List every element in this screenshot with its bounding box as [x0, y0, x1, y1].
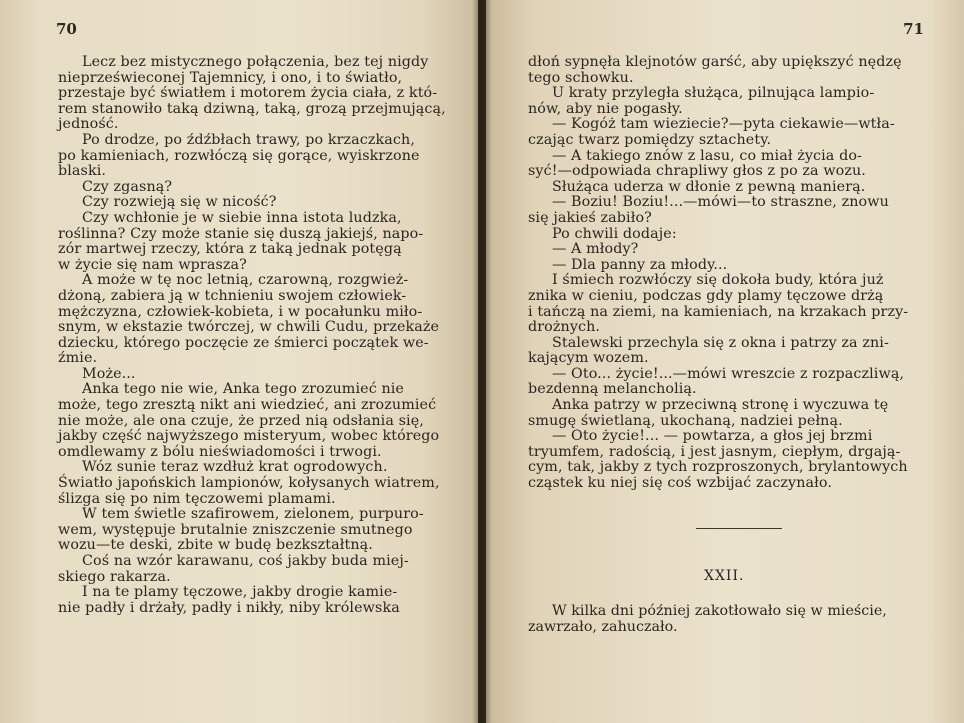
line-text: może, tego zresztą nikt ani wiedzieć, ani zrozumieć — [58, 397, 437, 414]
text-line — [58, 351, 430, 367]
text-line — [528, 149, 904, 165]
text-line — [58, 523, 430, 539]
line-text: w życie się nam wprasza? — [58, 256, 247, 273]
line-text: Po drodze, po źdźbłach trawy, po krzaczkach, — [82, 131, 415, 148]
text-line — [58, 305, 430, 321]
line-text: dłoń sypnęła klejnotów garść, aby upiększyć nędzę — [528, 54, 902, 70]
text-line — [528, 445, 904, 461]
line-text: W kilka dni później zakotłowało się w mieście, — [552, 603, 887, 619]
line-text: nie padły i drżały, padły i nikły, niby królewska — [58, 599, 400, 616]
line-text: — Oto życie!... — powtarza, a głos jej brzmi — [552, 428, 873, 445]
line-text: ślizga się po nim tęczowemi plamami. — [58, 490, 336, 507]
text-line — [58, 585, 430, 601]
line-text: nie może, ale ona czuje, że przed nią odsłania się, — [58, 412, 424, 429]
line-text: A może w tę noc letnią, czarowną, rozgwież- — [82, 272, 409, 289]
text-line — [528, 351, 904, 367]
line-text: Anka tego nie wie, Anka tego zrozumieć nie — [82, 381, 404, 398]
line-text: jedność. — [58, 116, 119, 133]
text-line — [528, 55, 904, 71]
line-text: I na te plamy tęczowe, jakby drogie kamie- — [82, 584, 398, 601]
line-text: Wóz sunie teraz wzdłuż krat ogrodowych. — [82, 459, 388, 476]
line-text: nów, aby nie pogasły. — [528, 100, 683, 117]
text-line — [528, 336, 904, 352]
text-line — [528, 382, 904, 398]
line-text: kającym wozem. — [528, 350, 649, 367]
line-text: Anka patrzy w przeciwną stronę i wyczuwa tę — [552, 397, 889, 414]
book-gutter — [472, 0, 492, 723]
line-text: Służąca uderza w dłonie z pewną manierą. — [552, 178, 866, 195]
text-line — [58, 100, 446, 118]
text-line — [58, 336, 430, 352]
text-line — [58, 507, 430, 523]
text-line — [58, 242, 430, 258]
line-text: jakby część najwyższego misteryum, wobec którego — [58, 428, 440, 445]
right-page — [486, 0, 964, 723]
line-text: tego schowku. — [528, 69, 634, 86]
text-line — [58, 475, 440, 492]
text-line — [528, 102, 904, 118]
text-line — [528, 258, 904, 274]
text-line — [528, 133, 904, 149]
text-line — [528, 289, 904, 305]
line-text: snym, w ekstazie twórczej, w chwili Cudu, przekaże — [58, 319, 440, 336]
text-line — [58, 428, 440, 445]
line-text: czając twarz pomiędzy sztachety. — [528, 131, 772, 148]
line-text: dziecku, którego poczęcie ze śmierci początek we- — [58, 334, 429, 351]
line-text: bezdenną melancholią. — [528, 381, 697, 398]
left-page-text — [58, 54, 446, 616]
text-line — [58, 55, 430, 71]
line-text: W tem świetle szafirowem, zielonem, purpuro- — [82, 506, 424, 523]
section-divider — [696, 528, 782, 529]
text-line — [528, 117, 904, 133]
line-text: tryumfem, radością, i jest jasnym, ciepłym, drgają- — [528, 443, 901, 460]
line-text: cząstek ku niej się coś wzbijać zaczynało. — [528, 475, 833, 492]
text-line — [58, 133, 430, 149]
text-line — [58, 382, 430, 398]
line-text: Światło japońskich lampionów, kołysanych wiatrem, — [58, 475, 440, 492]
text-line — [528, 459, 908, 476]
text-line — [58, 117, 430, 133]
line-text: omdlewamy z bólu nieświadomości i trwogi. — [58, 443, 382, 460]
text-line — [528, 620, 928, 636]
line-text: syć!—odpowiada chrapliwy głos z po za wozu. — [528, 163, 866, 180]
line-text: — Kogóż tam wieziecie?—pyta ciekawie—wtła- — [552, 116, 895, 133]
line-text: Stalewski przechyla się z okna i patrzy za zni- — [552, 334, 889, 351]
line-text: znika w cieniu, podczas gdy plamy tęczowe drżą — [528, 287, 884, 304]
text-line — [58, 273, 430, 289]
chapter-heading: XXII. — [704, 568, 745, 584]
line-text: smugę świetlaną, ukochaną, nadziei pełną. — [528, 412, 843, 429]
line-text: Po chwili dodaje: — [552, 225, 677, 242]
line-text: — Boziu! Boziu!...—mówi—to straszne, znowu — [552, 194, 889, 211]
text-line — [58, 164, 430, 180]
text-line — [528, 604, 928, 620]
line-text: — Oto... życie!...—mówi wreszcie z rozpaczliwą, — [552, 365, 905, 382]
text-line — [528, 414, 904, 430]
text-line — [528, 71, 904, 87]
text-line — [58, 149, 430, 165]
line-text: się jakieś zabiło? — [528, 209, 652, 226]
text-line — [58, 71, 430, 87]
text-line — [58, 570, 430, 586]
text-line — [58, 211, 430, 227]
line-text: — A młody? — [552, 241, 639, 258]
line-text: U kraty przyległa służąca, pilnująca lampio- — [552, 85, 875, 102]
text-line — [528, 86, 904, 102]
line-text: Może... — [82, 365, 136, 382]
line-text: cym, tak, jakby z tych rozproszonych, brylantowych — [528, 459, 908, 476]
text-line — [528, 273, 904, 289]
line-text: dżoną, zabiera ją w tchnieniu swojem człowiek- — [58, 287, 407, 304]
line-text: przestaje być światłem i motorem życia ciała, z któ- — [58, 85, 438, 102]
text-line — [58, 227, 430, 243]
line-text: roślinna? Czy może stanie się duszą jakiejś, napo- — [58, 225, 424, 242]
line-text: zór martwej rzeczy, która z taką jednak potęgą — [58, 241, 402, 258]
text-line — [528, 320, 904, 336]
text-line — [58, 460, 430, 476]
line-text: Coś na wzór karawanu, coś jakby buda miej- — [82, 553, 409, 569]
text-line — [528, 367, 904, 383]
line-text: — Dla panny za młody... — [552, 256, 728, 273]
text-line — [58, 319, 440, 336]
text-line — [58, 367, 430, 383]
line-text: I śmiech rozwłóczy się dokoła budy, która już — [552, 272, 884, 289]
line-text: rem stanowiło taką dziwną, taką, grozą przejmującą, — [58, 100, 446, 117]
line-text: mężczyzna, człowiek-kobieta, i w pocałunku miło- — [58, 303, 423, 320]
text-line — [58, 414, 430, 430]
text-line — [58, 85, 438, 102]
line-text: po kamieniach, rozwłóczą się gorące, wyiskrzone — [58, 147, 420, 164]
text-line — [528, 429, 904, 445]
left-page-number: 70 — [56, 20, 77, 38]
chapter-opening-text — [528, 604, 928, 635]
line-text: skiego rakarza. — [58, 568, 171, 585]
text-line — [528, 303, 909, 321]
text-line — [528, 211, 904, 227]
text-line — [528, 195, 904, 211]
line-text: zawrzało, zahuczało. — [528, 618, 678, 635]
text-line — [528, 398, 904, 414]
line-text: Czy wchłonie je w siebie inna istota ludzka, — [82, 209, 402, 226]
text-line — [58, 445, 430, 461]
right-page-number: 71 — [903, 20, 924, 38]
text-line — [58, 492, 430, 508]
line-text: i tańczą na ziemi, na kamieniach, na krzakach przy- — [528, 303, 909, 320]
line-text: wem, występuje brutalnie zniszczenie smutnego — [58, 521, 413, 538]
text-line — [58, 397, 437, 414]
line-text: nieprześwieconej Tajemnicy, i ono, i to światło, — [58, 69, 403, 86]
text-line — [528, 227, 904, 243]
text-line — [58, 601, 430, 617]
text-line — [528, 476, 904, 492]
text-line — [58, 180, 430, 196]
text-line — [528, 242, 904, 258]
left-page — [0, 0, 478, 723]
text-line — [528, 164, 904, 180]
line-text: Czy zgasną? — [82, 178, 173, 195]
line-text: źmie. — [58, 350, 98, 367]
line-text: wozu—te deski, zbite w budę bezkształtną. — [58, 537, 373, 554]
text-line — [528, 180, 904, 196]
text-line — [58, 554, 430, 570]
text-line — [58, 538, 430, 554]
line-text: blaski. — [58, 163, 107, 180]
right-page-text — [528, 54, 909, 492]
text-line — [58, 258, 430, 274]
text-line — [58, 289, 430, 305]
line-text: — A takiego znów z lasu, co miał życia do- — [552, 147, 862, 164]
line-text: drożnych. — [528, 319, 601, 336]
text-line — [58, 195, 430, 211]
line-text: Lecz bez mistycznego połączenia, bez tej nigdy — [82, 54, 429, 70]
line-text: Czy rozwieją się w nicość? — [82, 194, 277, 211]
